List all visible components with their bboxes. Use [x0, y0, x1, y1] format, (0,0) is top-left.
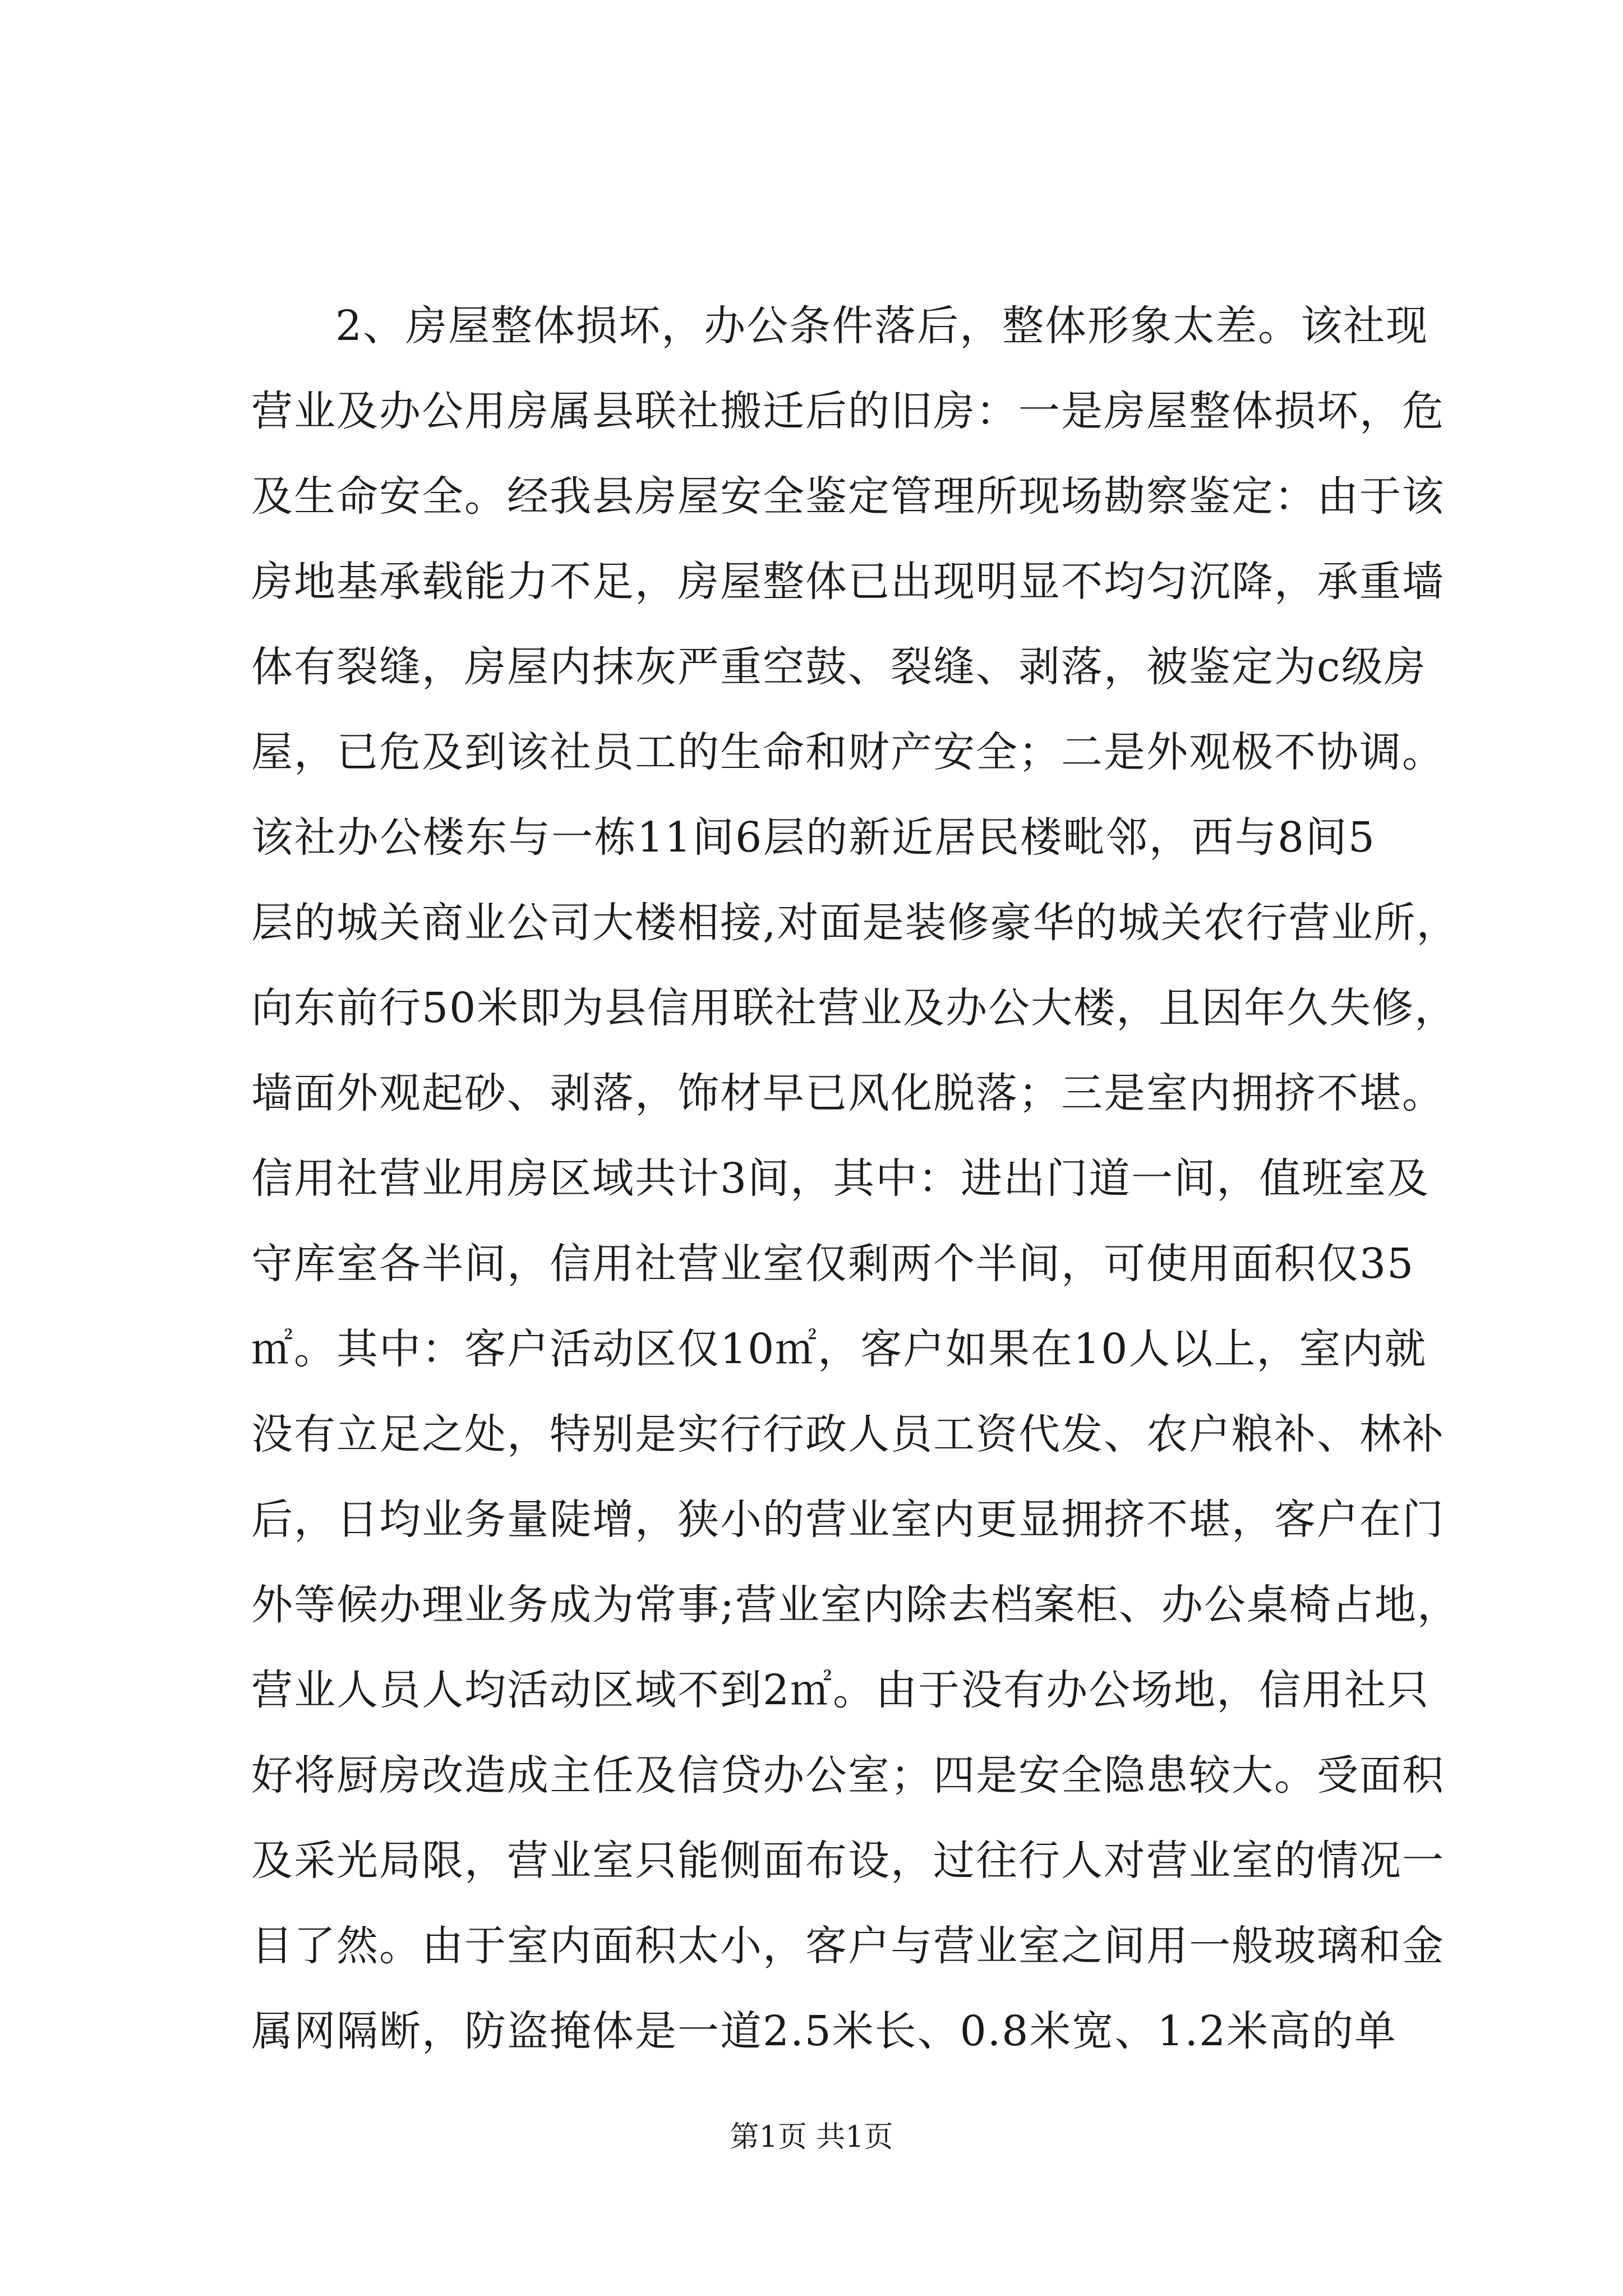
paragraph-line: 营业人员人均活动区域不到2㎡。由于没有办公场地，信用社只	[251, 1666, 1430, 1714]
paragraph-line: 屋，已危及到该社员工的生命和财产安全；二是外观极不协调。	[251, 728, 1445, 776]
paragraph-line: 层的城关商业公司大楼相接,对面是装修豪华的城关农行营业所，	[251, 899, 1459, 947]
paragraph-line: 房地基承载能力不足，房屋整体已出现明显不均匀沉降，承重墙	[251, 558, 1445, 606]
paragraph-line: ㎡。其中：客户活动区仅10㎡，客户如果在10人以上，室内就	[251, 1325, 1427, 1373]
paragraph-line: 2、房屋整体损坏，办公条件落后，整体形象太差。该社现	[335, 302, 1429, 350]
paragraph-line: 后，日均业务量陡增，狭小的营业室内更显拥挤不堪，客户在门	[251, 1496, 1445, 1544]
paragraph-line: 属网隔断，防盗掩体是一道2.5米长、0.8米宽、1.2米高的单	[251, 2007, 1398, 2055]
paragraph-line: 没有立足之处，特别是实行行政人员工资代发、农户粮补、林补	[251, 1410, 1445, 1458]
paragraph-line: 好将厨房改造成主任及信贷办公室；四是安全隐患较大。受面积	[251, 1751, 1445, 1800]
paragraph-line: 及采光局限，营业室只能侧面布设，过往行人对营业室的情况一	[251, 1837, 1445, 1885]
paragraph-line: 外等候办理业务成为常事;营业室内除去档案柜、办公桌椅占地，	[251, 1581, 1460, 1629]
page-number-footer: 第1页 共1页	[730, 2120, 893, 2154]
paragraph-line: 目了然。由于室内面积太小，客户与营业室之间用一般玻璃和金	[251, 1922, 1445, 1970]
paragraph-line: 营业及办公用房属县联社搬迁后的旧房：一是房屋整体损坏，危	[251, 387, 1445, 435]
paragraph-line: 该社办公楼东与一栋11间6层的新近居民楼毗邻，西与8间5	[251, 813, 1376, 862]
paragraph-body	[251, 283, 1460, 2074]
paragraph-line: 及生命安全。经我县房屋安全鉴定管理所现场勘察鉴定：由于该	[251, 472, 1445, 521]
paragraph-line: 守库室各半间，信用社营业室仅剩两个半间，可使用面积仅35	[251, 1240, 1415, 1288]
paragraph-line: 体有裂缝，房屋内抹灰严重空鼓、裂缝、剥落，被鉴定为c级房	[251, 643, 1427, 691]
paragraph-line: 向东前行50米即为县信用联社营业及办公大楼，且因年久失修，	[251, 984, 1458, 1032]
paragraph-line: 墙面外观起砂、剥落，饰材早已风化脱落；三是室内拥挤不堪。	[251, 1069, 1445, 1117]
paragraph-line: 信用社营业用房区域共计3间，其中：进出门道一间，值班室及	[251, 1154, 1430, 1203]
